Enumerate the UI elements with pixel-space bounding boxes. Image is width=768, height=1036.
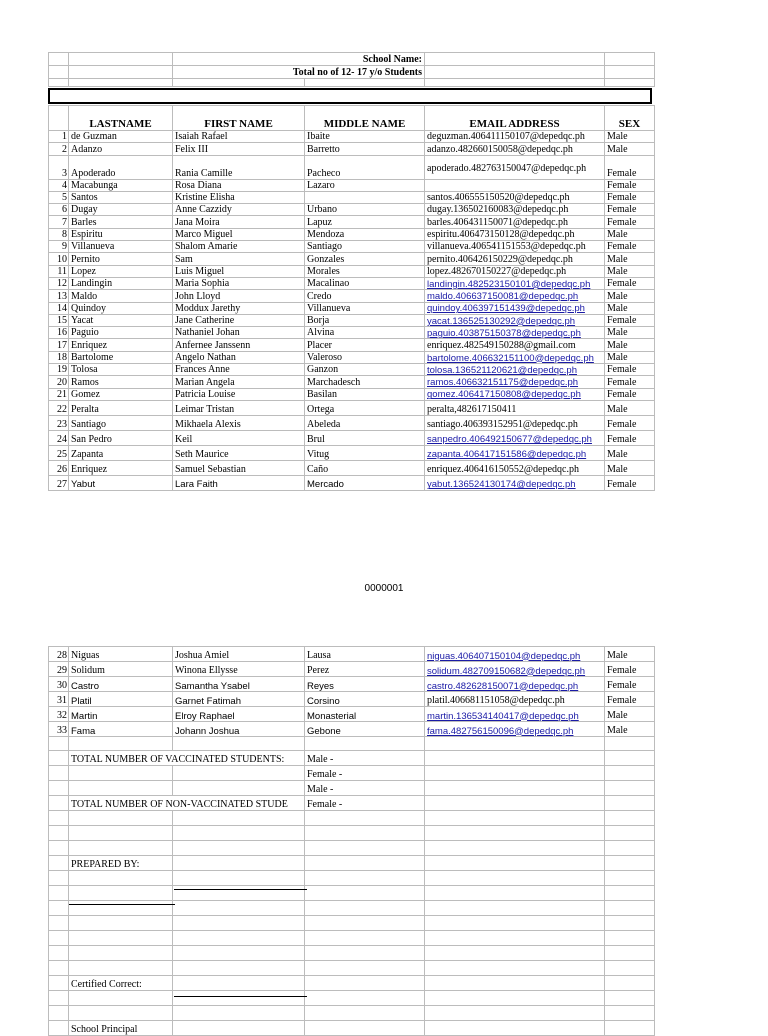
cell-middlename: Lausa (305, 647, 425, 662)
cell-sex: Male (605, 351, 655, 363)
table-row (49, 677, 655, 692)
cell-lastname: San Pedro (69, 430, 173, 445)
cell-middlename: Mercado (305, 475, 425, 490)
cell-firstname: Sam (173, 253, 305, 265)
row-number: 22 (49, 400, 69, 415)
cell-firstname: Moddux Jarethy (173, 302, 305, 314)
cell-middlename: Perez (305, 662, 425, 677)
col-lastname: LASTNAME (69, 106, 173, 131)
cell-email[interactable]: yacat.136525130292@depedqc.ph (425, 314, 605, 326)
signature-line-prepared-left (69, 904, 175, 905)
cell-middlename: Credo (305, 290, 425, 302)
row-number: 1 (49, 131, 69, 143)
table-row (49, 475, 655, 490)
cell-middlename: Marchadesch (305, 376, 425, 388)
cell-sex: Male (605, 228, 655, 240)
cell-email: deguzman.406411150107@depedqc.ph (425, 131, 605, 143)
cell-middlename: Gonzales (305, 253, 425, 265)
cell-sex: Male (605, 400, 655, 415)
table-row (49, 131, 655, 143)
cell-middlename: Valeroso (305, 351, 425, 363)
cell-sex: Female (605, 277, 655, 289)
row-number: 17 (49, 339, 69, 351)
cell-middlename: Placer (305, 339, 425, 351)
cell-sex: Male (605, 302, 655, 314)
table-row (49, 692, 655, 707)
cell-sex: Female (605, 155, 655, 179)
cell-firstname: Jana Moira (173, 216, 305, 228)
non-vaccinated-male: Male - (305, 781, 425, 796)
student-table-page2 (48, 646, 655, 1036)
certified-correct-label: Certified Correct: (69, 976, 173, 991)
cell-middlename: Morales (305, 265, 425, 277)
row-number: 26 (49, 460, 69, 475)
cell-firstname: Felix III (173, 143, 305, 155)
cell-sex: Male (605, 647, 655, 662)
cell-lastname: Pernito (69, 253, 173, 265)
cell-lastname: Castro (69, 677, 173, 692)
table-row (49, 460, 655, 475)
cell-lastname: Enriquez (69, 339, 173, 351)
cell-sex: Male (605, 143, 655, 155)
cell-sex: Male (605, 722, 655, 737)
cell-lastname: Martin (69, 707, 173, 722)
cell-middlename: Mendoza (305, 228, 425, 240)
cell-email: barles.406431150071@depedqc.ph (425, 216, 605, 228)
cell-email[interactable]: zapanta.406417151586@depedqc.ph (425, 445, 605, 460)
cell-lastname: Zapanta (69, 445, 173, 460)
cell-firstname: Samuel Sebastian (173, 460, 305, 475)
cell-firstname: Seth Maurice (173, 445, 305, 460)
cell-firstname: Samantha Ysabel (173, 677, 305, 692)
signature-line-certified (174, 996, 307, 997)
cell-sex: Male (605, 327, 655, 339)
cell-firstname: Anfernee Janssenn (173, 339, 305, 351)
cell-firstname: Mikhaela Alexis (173, 415, 305, 430)
cell-middlename: Borja (305, 314, 425, 326)
cell-email: santos.406555150520@depedqc.ph (425, 191, 605, 203)
table-row (49, 290, 655, 302)
cell-lastname: Ramos (69, 376, 173, 388)
row-number: 11 (49, 265, 69, 277)
cell-sex: Male (605, 460, 655, 475)
cell-lastname: Lopez (69, 265, 173, 277)
cell-lastname: Gomez (69, 388, 173, 400)
cell-middlename: Santiago (305, 241, 425, 253)
vaccinated-label: TOTAL NUMBER OF VACCINATED STUDENTS: (69, 751, 305, 766)
cell-sex: Female (605, 364, 655, 376)
row-number: 5 (49, 191, 69, 203)
cell-firstname: Shalom Amarie (173, 241, 305, 253)
cell-middlename: Caño (305, 460, 425, 475)
cell-firstname: Jane Catherine (173, 314, 305, 326)
table-row (49, 179, 655, 191)
school-name-label: School Name: (173, 53, 425, 66)
cell-email: espiritu.406473150128@depedqc.ph (425, 228, 605, 240)
cell-sex: Female (605, 376, 655, 388)
cell-lastname: Santiago (69, 415, 173, 430)
cell-sex: Female (605, 475, 655, 490)
cell-middlename: Gebone (305, 722, 425, 737)
cell-lastname: Fama (69, 722, 173, 737)
cell-email[interactable]: martin.136534140417@depedqc.ph (425, 707, 605, 722)
cell-email: pernito.406426150229@depedqc.ph (425, 253, 605, 265)
cell-sex: Female (605, 216, 655, 228)
cell-email: santiago.406393152951@depedqc.ph (425, 415, 605, 430)
table-row (49, 228, 655, 240)
cell-middlename: Barretto (305, 143, 425, 155)
cell-email: dugay.136502160083@depedqc.ph (425, 204, 605, 216)
cell-firstname: Marco Miguel (173, 228, 305, 240)
cell-email[interactable]: tolosa.136521120621@depedqc.ph (425, 364, 605, 376)
cell-sex: Male (605, 707, 655, 722)
row-number: 4 (49, 179, 69, 191)
table-row (49, 191, 655, 203)
cell-email[interactable]: sanpedro.406492150677@depedqc.ph (425, 430, 605, 445)
cell-lastname: Dugay (69, 204, 173, 216)
cell-sex: Female (605, 179, 655, 191)
cell-sex: Male (605, 253, 655, 265)
cell-middlename: Abeleda (305, 415, 425, 430)
row-number: 13 (49, 290, 69, 302)
cell-middlename: Reyes (305, 677, 425, 692)
row-number: 16 (49, 327, 69, 339)
table-row (49, 364, 655, 376)
row-number: 27 (49, 475, 69, 490)
col-firstname: FIRST NAME (173, 106, 305, 131)
row-number: 30 (49, 677, 69, 692)
cell-lastname: Santos (69, 191, 173, 203)
row-number: 10 (49, 253, 69, 265)
school-principal-label: School Principal (69, 1021, 173, 1036)
cell-lastname: Villanueva (69, 241, 173, 253)
table-row (49, 204, 655, 216)
cell-firstname: Nathaniel Johan (173, 327, 305, 339)
table-row (49, 241, 655, 253)
cell-email: platil.406681151058@depedqc.ph (425, 692, 605, 707)
cell-email[interactable]: maldo.406637150081@depedqc.ph (425, 290, 605, 302)
cell-sex: Male (605, 290, 655, 302)
cell-lastname: Apoderado (69, 155, 173, 179)
cell-lastname: Macabunga (69, 179, 173, 191)
row-number: 33 (49, 722, 69, 737)
row-number: 3 (49, 155, 69, 179)
table-row (49, 143, 655, 155)
cell-firstname: Patricia Louise (173, 388, 305, 400)
vaccinated-female: Female - (305, 766, 425, 781)
cell-firstname: Luis Miguel (173, 265, 305, 277)
header-table (48, 52, 655, 87)
cell-lastname: Peralta (69, 400, 173, 415)
cell-middlename: Villanueva (305, 302, 425, 314)
total-students-label: Total no of 12- 17 y/o Students (173, 66, 425, 79)
cell-firstname: Johann Joshua (173, 722, 305, 737)
col-sex: SEX (605, 106, 655, 131)
vaccinated-male: Male - (305, 751, 425, 766)
cell-sex: Male (605, 265, 655, 277)
cell-lastname: Landingin (69, 277, 173, 289)
vaccinated-female-row (49, 766, 655, 781)
cell-firstname: Marian Angela (173, 376, 305, 388)
table-row (49, 351, 655, 363)
cell-lastname: Enriquez (69, 460, 173, 475)
cell-middlename: Ortega (305, 400, 425, 415)
row-number: 19 (49, 364, 69, 376)
cell-firstname: Joshua Amiel (173, 647, 305, 662)
cell-middlename: Urbano (305, 204, 425, 216)
cell-sex: Female (605, 415, 655, 430)
row-number: 20 (49, 376, 69, 388)
row-number: 24 (49, 430, 69, 445)
cell-firstname: Maria Sophia (173, 277, 305, 289)
table-row (49, 430, 655, 445)
cell-sex: Female (605, 388, 655, 400)
cell-middlename: Ganzon (305, 364, 425, 376)
row-number: 12 (49, 277, 69, 289)
table-row (49, 327, 655, 339)
cell-firstname: Winona Ellysse (173, 662, 305, 677)
row-number: 14 (49, 302, 69, 314)
cell-lastname: Paguio (69, 327, 173, 339)
row-number: 31 (49, 692, 69, 707)
row-number: 8 (49, 228, 69, 240)
row-number: 2 (49, 143, 69, 155)
table-row (49, 647, 655, 662)
cell-lastname: Maldo (69, 290, 173, 302)
principal-row (49, 1021, 655, 1036)
cell-email[interactable]: gomez.406417150808@depedqc.ph (425, 388, 605, 400)
table-row (49, 302, 655, 314)
cell-sex: Female (605, 191, 655, 203)
cell-sex: Male (605, 445, 655, 460)
cell-lastname: Adanzo (69, 143, 173, 155)
cell-sex: Female (605, 430, 655, 445)
row-number: 15 (49, 314, 69, 326)
cell-sex: Male (605, 339, 655, 351)
cell-middlename (305, 191, 425, 203)
cell-firstname: Lara Faith (173, 475, 305, 490)
cell-sex: Female (605, 241, 655, 253)
table-row (49, 277, 655, 289)
cell-email: enriquez.406416150552@depedqc.ph (425, 460, 605, 475)
cell-middlename: Pacheco (305, 155, 425, 179)
table-row (49, 155, 655, 179)
cell-lastname: Yacat (69, 314, 173, 326)
cell-sex: Male (605, 131, 655, 143)
row-number: 9 (49, 241, 69, 253)
table-row (49, 445, 655, 460)
table-row (49, 388, 655, 400)
table-row (49, 707, 655, 722)
table-row (49, 400, 655, 415)
cell-firstname: Frances Anne (173, 364, 305, 376)
row-number: 32 (49, 707, 69, 722)
cell-email[interactable]: paguio.403875150378@depedqc.ph (425, 327, 605, 339)
prepared-by-label: PREPARED BY: (69, 856, 173, 871)
cell-email[interactable]: quindoy.406397151439@depedqc.ph (425, 302, 605, 314)
row-number: 29 (49, 662, 69, 677)
row-number: 23 (49, 415, 69, 430)
cell-email[interactable]: fama.482756150096@depedqc.ph (425, 722, 605, 737)
cell-firstname: Leimar Tristan (173, 400, 305, 415)
cell-middlename: Monasterial (305, 707, 425, 722)
cell-firstname: Rania Camille (173, 155, 305, 179)
cell-middlename: Macalinao (305, 277, 425, 289)
cell-email[interactable]: ramos.406632151175@depedqc.ph (425, 376, 605, 388)
cell-middlename: Lapuz (305, 216, 425, 228)
cell-email: apoderado.482763150047@depedqc.ph (425, 155, 605, 179)
cell-lastname: Solidum (69, 662, 173, 677)
table-row (49, 722, 655, 737)
cell-firstname: Keil (173, 430, 305, 445)
table-row (49, 314, 655, 326)
student-table-page1 (48, 105, 655, 491)
cell-firstname: Kristine Elisha (173, 191, 305, 203)
cell-sex: Female (605, 314, 655, 326)
cell-email: villanueva.406541151553@depedqc.ph (425, 241, 605, 253)
non-vaccinated-label: TOTAL NUMBER OF NON-VACCINATED STUDE (69, 796, 305, 811)
table-row (49, 265, 655, 277)
cell-lastname: Yabut (69, 475, 173, 490)
cell-firstname: John Lloyd (173, 290, 305, 302)
cell-middlename: Lazaro (305, 179, 425, 191)
cell-email[interactable]: solidum.482709150682@depedqc.ph (425, 662, 605, 677)
column-header-row (49, 106, 655, 131)
cell-sex: Female (605, 662, 655, 677)
cell-firstname: Rosa Diana (173, 179, 305, 191)
cell-email: peralta,482617150411 (425, 400, 605, 415)
cell-email: adanzo.482660150058@depedqc.ph (425, 143, 605, 155)
table-row (49, 376, 655, 388)
cell-lastname: Platil (69, 692, 173, 707)
cell-middlename: Basilan (305, 388, 425, 400)
vaccinated-male-row (49, 751, 655, 766)
col-email: EMAIL ADDRESS (425, 106, 605, 131)
cell-middlename: Alvina (305, 327, 425, 339)
signature-line-prepared-right (174, 889, 307, 890)
cell-lastname: Barles (69, 216, 173, 228)
cell-middlename: Ibaite (305, 131, 425, 143)
page-number: 0000001 (364, 583, 404, 594)
non-vaccinated-male-row (49, 781, 655, 796)
cell-sex: Female (605, 692, 655, 707)
cell-lastname: Niguas (69, 647, 173, 662)
cell-lastname: Quindoy (69, 302, 173, 314)
row-number: 21 (49, 388, 69, 400)
cell-email: enriquez.482549150288@gmail.com (425, 339, 605, 351)
row-number: 18 (49, 351, 69, 363)
cell-firstname: Elroy Raphael (173, 707, 305, 722)
non-vaccinated-female-row (49, 796, 655, 811)
cell-lastname: Bartolome (69, 351, 173, 363)
cell-email[interactable]: landingin.482523150101@depedqc.ph (425, 277, 605, 289)
cell-email[interactable]: niguas.406407150104@depedqc.ph (425, 647, 605, 662)
table-row (49, 339, 655, 351)
cell-email[interactable]: bartolome.406632151100@depedqc.ph (425, 351, 605, 363)
header-separator-box (48, 88, 652, 104)
table-row (49, 253, 655, 265)
cell-lastname: de Guzman (69, 131, 173, 143)
cell-lastname: Tolosa (69, 364, 173, 376)
row-number: 28 (49, 647, 69, 662)
cell-firstname: Isaiah Rafael (173, 131, 305, 143)
cell-firstname: Garnet Fatimah (173, 692, 305, 707)
non-vaccinated-female: Female - (305, 796, 425, 811)
table-row (49, 662, 655, 677)
cell-lastname: Espiritu (69, 228, 173, 240)
certified-row (49, 976, 655, 991)
row-number: 25 (49, 445, 69, 460)
table-row (49, 216, 655, 228)
col-middlename: MIDDLE NAME (305, 106, 425, 131)
cell-email[interactable]: yabut.136524130174@depedqc.ph (425, 475, 605, 490)
cell-sex: Female (605, 677, 655, 692)
cell-middlename: Brul (305, 430, 425, 445)
cell-middlename: Corsino (305, 692, 425, 707)
cell-email (425, 179, 605, 191)
table-row (49, 415, 655, 430)
cell-email: lopez.482670150227@depedqc.ph (425, 265, 605, 277)
prepared-by-row (49, 856, 655, 871)
cell-sex: Female (605, 204, 655, 216)
row-number: 7 (49, 216, 69, 228)
cell-middlename: Vitug (305, 445, 425, 460)
cell-firstname: Anne Cazzidy (173, 204, 305, 216)
cell-firstname: Angelo Nathan (173, 351, 305, 363)
row-number: 6 (49, 204, 69, 216)
cell-email[interactable]: castro.482628150071@depedqc.ph (425, 677, 605, 692)
